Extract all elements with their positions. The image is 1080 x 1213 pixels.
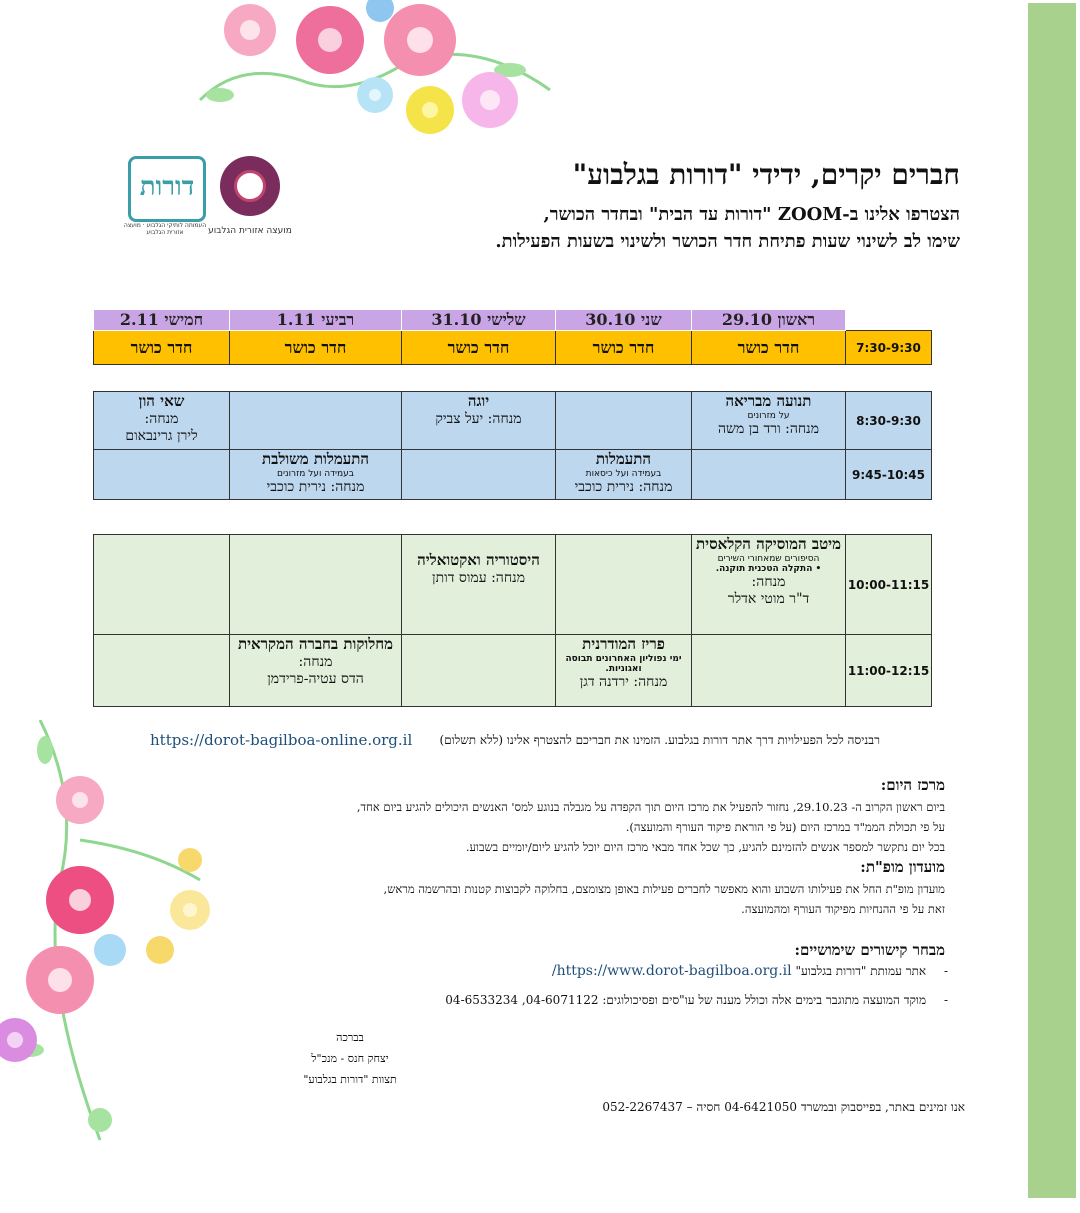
activity-subtitle: על מזרונים	[747, 411, 790, 421]
day-header-row	[94, 310, 932, 331]
activity-subtitle: בעמידה ועל מזרונים	[276, 469, 355, 479]
activity-title: התעמלות משולבת	[261, 450, 370, 468]
activity-instructor: מנחה: ורד בן משה	[717, 421, 820, 437]
activity-instructor: מנחה: ירדנה דגן	[579, 674, 668, 690]
day-center-heading: מרכז היום:	[880, 776, 945, 794]
day-header-thu: חמישי 2.11	[94, 310, 230, 331]
cell-mon-1000	[556, 535, 692, 635]
time-1100: 11:00-12:15	[846, 635, 932, 707]
activity-title: מחלוקות בחברה המקראית	[237, 635, 394, 653]
cell-wed-0945	[230, 450, 402, 500]
activity-instructor: מנחה: נירית כוכבי	[266, 479, 365, 495]
header-line-2: שימו לב לשינוי שעות פתיחת חדר הכושר ולשינוי בשעות הפעילות.	[495, 231, 960, 252]
activity-instructor: מנחה:	[751, 574, 786, 590]
footer-contact: אנו זמינים באתר, בפייסבוק ובמשרד 04-6421050 חסיה – 052-2267437	[602, 1100, 965, 1114]
schedule-row-1100	[94, 635, 932, 707]
link-item-2-text: מוקד המועצה מתוגבר בימים אלה וכולל מענה של עו"סים ופסיכולוגים: 04-6071122, 04-6533234	[445, 993, 927, 1007]
council-logo-caption: מועצה אזורית הגלבוע	[208, 226, 292, 236]
top-flowers-decoration	[180, 0, 560, 150]
activity-note: • התקלה הטכנית תוקנה.	[715, 564, 822, 574]
cell-sun-1000	[692, 535, 846, 635]
time-1000: 10:00-11:15	[846, 535, 932, 635]
activity-title: תנועה מבריאה	[725, 392, 812, 410]
activity-title: היסטוריה ואקטואליה	[417, 551, 540, 569]
time-0945: 9:45-10:45	[846, 450, 932, 500]
logos	[120, 150, 300, 250]
gym-row	[94, 331, 932, 365]
cell-thu-1000	[94, 535, 230, 635]
bullet: -	[943, 993, 948, 1007]
cell-tue-0945	[402, 450, 556, 500]
gym-time: 7:30-9:30	[846, 331, 932, 365]
day-header-tue: שלישי 31.10	[402, 310, 556, 331]
cell-mon-0830	[556, 392, 692, 450]
signature-line-2: יצחק חנס - מנכ"ל	[311, 1052, 389, 1065]
gym-cell: חדר כושר	[692, 331, 846, 365]
schedule-row-0945	[94, 450, 932, 500]
flowers-left-icon	[0, 720, 215, 1150]
signature	[280, 1027, 420, 1090]
online-site-link[interactable]: https://dorot-bagilboa-online.org.il	[150, 731, 413, 749]
cell-thu-0830	[94, 392, 230, 450]
schedule-table	[93, 309, 932, 707]
activity-instructor: מנחה:	[144, 411, 179, 427]
cell-sun-0830	[692, 392, 846, 450]
activity-instructor-name: לירן גרינבאום	[125, 428, 198, 444]
page-title: חברים יקרים, ידידי "דורות בגלבוע"	[572, 158, 960, 191]
dorot-site-link[interactable]: https://www.dorot-bagilboa.org.il/	[551, 963, 792, 979]
cell-thu-1100	[94, 635, 230, 707]
activity-subtitle: הסיפורים שמאחורי השירים	[717, 554, 820, 564]
dorot-logo: דורות	[128, 156, 206, 222]
club-p2: זאת על פי ההנחיות מפיקוד העורף ומהמועצה.	[741, 902, 945, 916]
activity-instructor: מנחה:	[298, 654, 333, 670]
cell-wed-1100	[230, 635, 402, 707]
activity-title: שאי הון	[138, 392, 185, 410]
activity-title: התעמלות	[595, 450, 652, 468]
club-p1: מועדון מופ"ת החל את פעילותו השבוע והוא מאפשר לחברים פעילות באופן מצומצם, בחלוקה לקבוצות קטנות ובהרשמה מראש,	[383, 882, 945, 896]
link-item-1-text: אתר עמותת "דורות בגלבוע"	[795, 964, 927, 978]
flowers-icon	[180, 0, 560, 150]
cell-mon-1100	[556, 635, 692, 707]
gym-cell: חדר כושר	[230, 331, 402, 365]
gym-cell: חדר כושר	[94, 331, 230, 365]
bullet: -	[943, 964, 948, 978]
time-0830: 8:30-9:30	[846, 392, 932, 450]
activity-instructor: מנחה: יעל צביק	[435, 411, 522, 427]
activity-title: מיטב המוסיקה הקלאסית	[696, 535, 841, 553]
link-item-1	[552, 963, 948, 979]
cell-wed-1000	[230, 535, 402, 635]
cell-tue-0830	[402, 392, 556, 450]
right-side-bar	[1028, 3, 1076, 1198]
day-header-mon: שני 30.10	[556, 310, 692, 331]
left-flowers-decoration	[0, 720, 215, 1150]
club-heading: מועדון מופ"ת:	[860, 858, 945, 876]
cell-tue-1100	[402, 635, 556, 707]
registration-text: רבניסה לכל הפעילויות דרך אתר דורות בגלבוע. הזמינו את חבריכם להצטרף אלינו (ללא תשלום)	[439, 733, 880, 747]
day-header-sun: ראשון 29.10	[692, 310, 846, 331]
activity-title: פריז המודרנית	[582, 635, 665, 653]
gym-cell: חדר כושר	[402, 331, 556, 365]
day-header-wed: רביעי 1.11	[230, 310, 402, 331]
club-text	[285, 879, 945, 919]
dorot-logo-caption: העמותה לותיקי הגלבוע · מועצה אזורית הגלבוע	[123, 222, 207, 236]
activity-instructor: מנחה: עמוס דותן	[432, 570, 525, 586]
letter-header	[495, 158, 960, 258]
link-item-2	[445, 993, 948, 1008]
links-heading: מבחר קישורים שימושיים:	[794, 941, 945, 959]
cell-tue-1000	[402, 535, 556, 635]
activity-title: יוגה	[467, 392, 490, 410]
signature-line-3: תצוות "דורות בגלבוע"	[303, 1073, 397, 1086]
cell-thu-0945	[94, 450, 230, 500]
day-center-p3: בכל יום נתקשר למספר אנשים להזמינם להגיע, כך שכל אחד מבאי מרכז היום יוכל להגיע ליום/יומיים בשבוע.	[465, 840, 945, 854]
activity-subtitle: בעמידה ועל כיסאות	[585, 469, 662, 479]
activity-instructor-name: הדס עטיה-פרידמן	[267, 671, 364, 687]
activity-subtitle: ימי נפוליון האחרונים תבוסה ואגוניות.	[565, 654, 682, 674]
day-center-p2: על פי תכולת הממ"ד במרכז היום (על פי הוראת פיקוד העורף והמועצה).	[625, 820, 945, 834]
day-center-p1: ביום ראשון הקרוב ה- 29.10.23, נחזור להפעיל את מרכז היום תוך הקפדה על מגבלה בנוגע למס' האנשים היכולים להגיע ביום אחד,	[356, 800, 945, 814]
activity-instructor-name: ד"ר מוטי אדלר	[727, 591, 810, 607]
cell-sun-0945	[692, 450, 846, 500]
activity-instructor: מנחה: נירית כוכבי	[574, 479, 673, 495]
signature-line-1: בברכה	[336, 1031, 364, 1044]
schedule-row-0830	[94, 392, 932, 450]
cell-mon-0945	[556, 450, 692, 500]
header-line-1: הצטרפו אלינו ב-ZOOM "דורות עד הבית" ובחדר הכושר,	[543, 204, 960, 225]
schedule-row-1000	[94, 535, 932, 635]
cell-sun-1100	[692, 635, 846, 707]
cell-wed-0830	[230, 392, 402, 450]
council-logo	[220, 156, 280, 216]
day-center-text	[285, 797, 945, 857]
gym-cell: חדר כושר	[556, 331, 692, 365]
